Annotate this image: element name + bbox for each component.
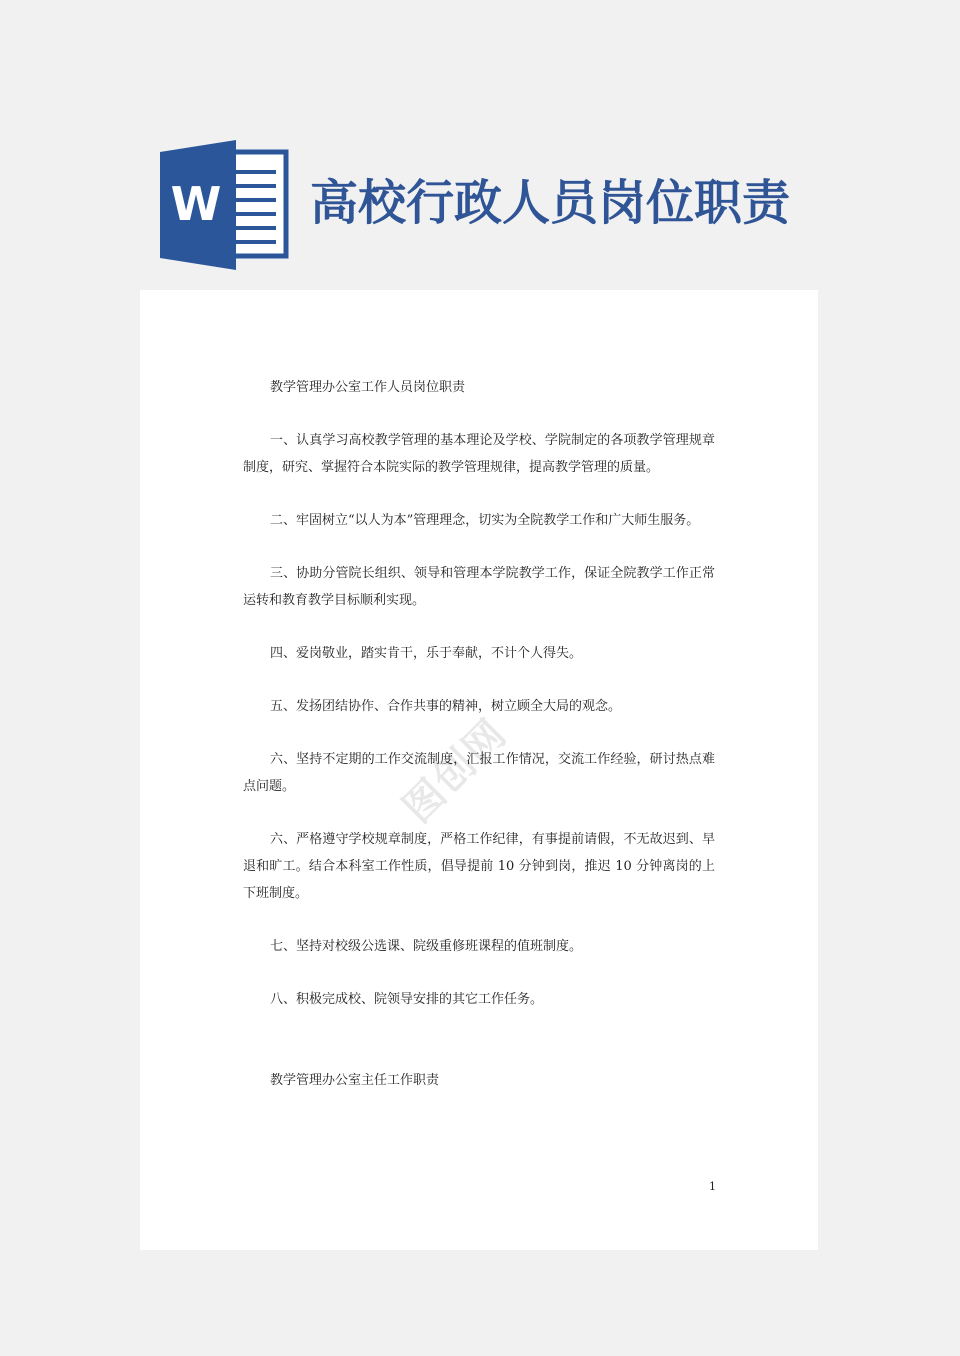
- duty-item: 四、爱岗敬业，踏实肯干，乐于奉献，不计个人得失。: [270, 646, 583, 661]
- document-body: [243, 374, 715, 1120]
- duty-item: 五、发扬团结协作、合作共事的精神，树立顾全大局的观念。: [270, 699, 622, 714]
- section-heading: 教学管理办公室工作人员岗位职责: [270, 380, 466, 395]
- page-number: 1: [709, 1180, 716, 1193]
- document-title: 高校行政人员岗位职责: [310, 175, 791, 231]
- section-heading: 教学管理办公室主任工作职责: [270, 1073, 440, 1088]
- duty-item: 二、牢固树立“以人为本”管理理念，切实为全院教学工作和广大师生服务。: [270, 513, 700, 528]
- duty-item: 六、严格遵守学校规章制度，严格工作纪律，有事提前请假，不无故迟到、早退和旷工。结合本科室工作性质，倡导提前 10 分钟到岗，推迟 10 分钟离岗的上下班制度。: [243, 832, 715, 901]
- word-document-icon: [158, 140, 290, 270]
- duty-item: 三、协助分管院长组织、领导和管理本学院教学工作，保证全院教学工作正常运转和教育教学目标顺利实现。: [243, 566, 715, 608]
- duty-item: 六、坚持不定期的工作交流制度，汇报工作情况，交流工作经验，研讨热点难点问题。: [243, 752, 715, 794]
- duty-item: 八、积极完成校、院领导安排的其它工作任务。: [270, 992, 544, 1007]
- header: [158, 140, 858, 270]
- duty-item: 七、坚持对校级公选课、院级重修班课程的值班制度。: [270, 939, 583, 954]
- duty-item: 一、认真学习高校教学管理的基本理论及学校、学院制定的各项教学管理规章制度，研究、掌握符合本院实际的教学管理规律，提高教学管理的质量。: [243, 433, 715, 475]
- document-page: [140, 290, 818, 1250]
- logo-letter: W: [170, 177, 222, 231]
